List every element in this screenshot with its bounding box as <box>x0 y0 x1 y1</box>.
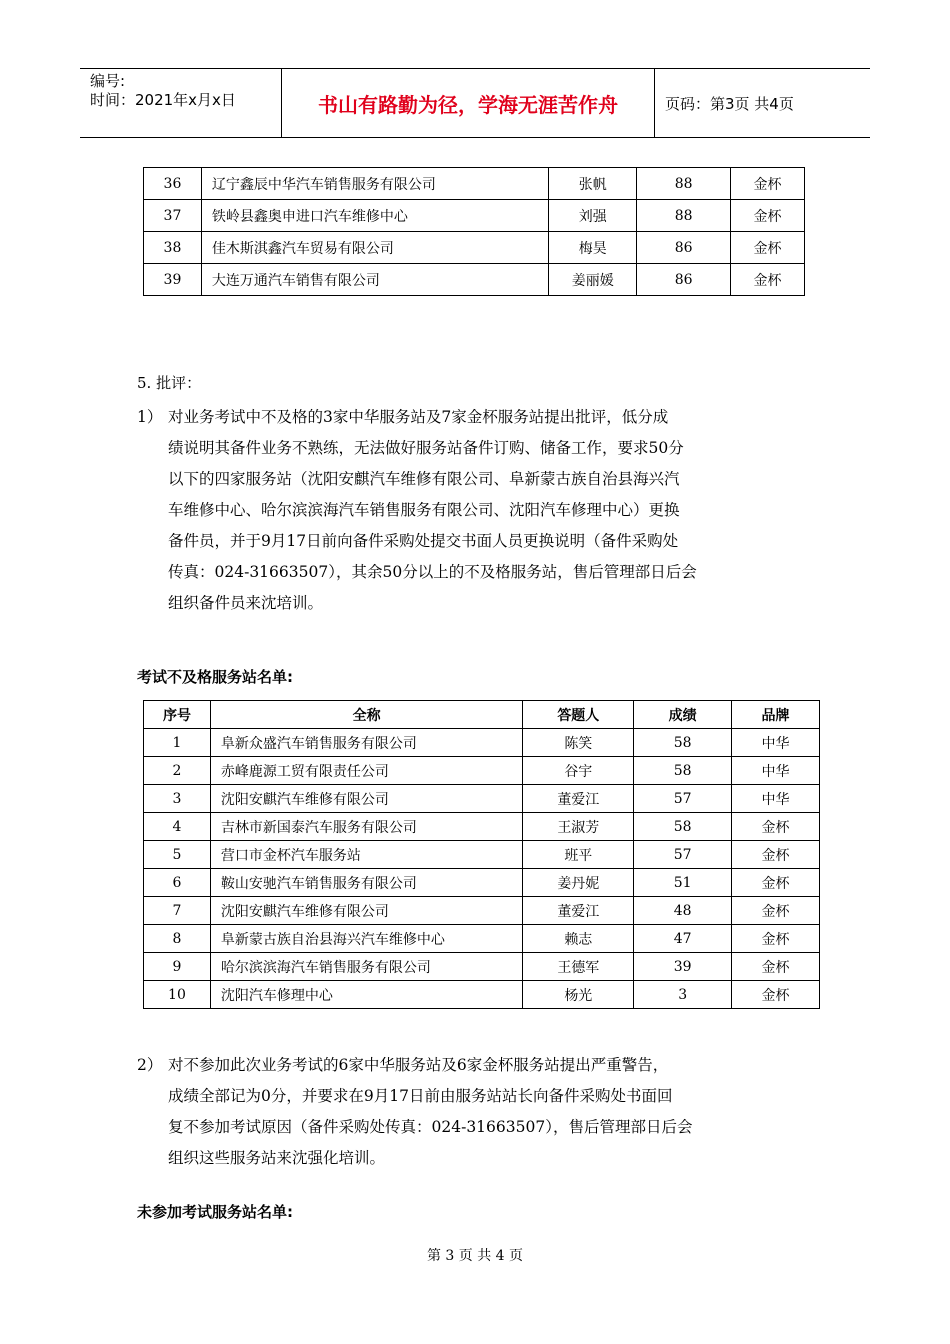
cell-index: 6 <box>144 869 211 897</box>
table-row <box>144 813 820 841</box>
table-row <box>144 729 820 757</box>
header-number: 编号: <box>90 72 126 90</box>
cell-index: 1 <box>144 729 211 757</box>
paragraph-line: 备件员，并于9月17日前向备件采购处提交书面人员更换说明（备件采购处 <box>168 532 679 550</box>
cell-brand: 金杯 <box>732 925 820 953</box>
fail-table <box>143 700 820 1009</box>
paragraph-line: 车维修中心、哈尔滨滨海汽车销售服务有限公司、沈阳汽车修理中心）更换 <box>168 501 680 519</box>
cell-respondent: 王淑芳 <box>523 813 634 841</box>
header-cell-respondent: 答题人 <box>523 701 634 729</box>
cell-respondent: 董爱江 <box>523 785 634 813</box>
table-row <box>144 168 805 200</box>
cell-score: 39 <box>634 953 732 981</box>
cell-name: 阜新众盛汽车销售服务有限公司 <box>210 729 523 757</box>
cell-name: 哈尔滨滨海汽车销售服务有限公司 <box>210 953 523 981</box>
paragraph-line: 成绩全部记为0分，并要求在9月17日前由服务站站长向备件采购处书面回 <box>168 1087 673 1105</box>
header-cell-name: 全称 <box>210 701 523 729</box>
table-row <box>144 869 820 897</box>
header-cell-brand: 品牌 <box>732 701 820 729</box>
paragraph-line: 复不参加考试原因（备件采购处传真：024-31663507），售后管理部日后会 <box>168 1118 693 1136</box>
cell-index: 37 <box>144 200 202 232</box>
cell-respondent: 董爱江 <box>523 897 634 925</box>
cell-score: 88 <box>637 168 731 200</box>
cell-score: 3 <box>634 981 732 1009</box>
cell-score: 86 <box>637 232 731 264</box>
cell-name: 阜新蒙古族自治县海兴汽车维修中心 <box>210 925 523 953</box>
table-row <box>144 785 820 813</box>
table-row <box>144 757 820 785</box>
cell-brand: 金杯 <box>732 841 820 869</box>
table-row <box>144 264 805 296</box>
cell-index: 7 <box>144 897 211 925</box>
header-motto: 书山有路勤为径，学海无涯苦作舟 <box>282 69 655 137</box>
cell-index: 5 <box>144 841 211 869</box>
cell-respondent: 陈笑 <box>523 729 634 757</box>
paragraph-line: 以下的四家服务站（沈阳安麒汽车维修有限公司、阜新蒙古族自治县海兴汽 <box>168 470 680 488</box>
cell-name: 佳木斯淇鑫汽车贸易有限公司 <box>201 232 548 264</box>
cell-name: 鞍山安驰汽车销售服务有限公司 <box>210 869 523 897</box>
header-meta <box>80 69 282 137</box>
cell-name: 赤峰鹿源工贸有限责任公司 <box>210 757 523 785</box>
fail-list-title: 考试不及格服务站名单: <box>137 668 293 686</box>
cell-brand: 金杯 <box>732 869 820 897</box>
cell-brand: 金杯 <box>731 168 805 200</box>
paragraph-line: 对业务考试中不及格的3家中华服务站及7家金杯服务站提出批评，低分成 <box>168 408 669 426</box>
cell-respondent: 谷宇 <box>523 757 634 785</box>
cell-index: 2 <box>144 757 211 785</box>
section-title: 5. 批评： <box>137 374 202 392</box>
header-page-info: 页码：第3页 共4页 <box>665 94 794 113</box>
cell-score: 58 <box>634 729 732 757</box>
cell-respondent: 赖志 <box>523 925 634 953</box>
cell-score: 57 <box>634 841 732 869</box>
cell-name: 营口市金杯汽车服务站 <box>210 841 523 869</box>
cell-index: 39 <box>144 264 202 296</box>
cell-respondent: 姜丽媛 <box>549 264 637 296</box>
cell-respondent: 刘强 <box>549 200 637 232</box>
item1-paragraph <box>168 402 818 619</box>
cell-index: 9 <box>144 953 211 981</box>
cell-brand: 中华 <box>732 729 820 757</box>
cell-respondent: 杨光 <box>523 981 634 1009</box>
cell-score: 57 <box>634 785 732 813</box>
item1-marker: 1） <box>137 408 163 426</box>
page-footer: 第 3 页 共 4 页 <box>426 1248 524 1264</box>
paragraph-line: 组织这些服务站来沈强化培训。 <box>168 1149 386 1167</box>
cell-brand: 金杯 <box>731 200 805 232</box>
header-cell-index: 序号 <box>144 701 211 729</box>
cell-score: 88 <box>637 200 731 232</box>
paragraph-line: 组织备件员来沈培训。 <box>168 594 324 612</box>
cell-respondent: 班平 <box>523 841 634 869</box>
cell-respondent: 张帆 <box>549 168 637 200</box>
paragraph-line: 传真：024-31663507），其余50分以上的不及格服务站，售后管理部日后会 <box>168 563 697 581</box>
cell-name: 沈阳汽车修理中心 <box>210 981 523 1009</box>
cell-index: 38 <box>144 232 202 264</box>
cell-index: 10 <box>144 981 211 1009</box>
cell-brand: 金杯 <box>732 897 820 925</box>
cell-score: 48 <box>634 897 732 925</box>
item2-marker: 2） <box>137 1056 163 1074</box>
table-row <box>144 232 805 264</box>
cell-index: 8 <box>144 925 211 953</box>
cell-name: 沈阳安麒汽车维修有限公司 <box>210 785 523 813</box>
cell-index: 3 <box>144 785 211 813</box>
cell-index: 4 <box>144 813 211 841</box>
cell-score: 51 <box>634 869 732 897</box>
cell-brand: 金杯 <box>731 232 805 264</box>
cell-brand: 中华 <box>732 757 820 785</box>
paragraph-line: 对不参加此次业务考试的6家中华服务站及6家金杯服务站提出严重警告， <box>168 1056 669 1074</box>
cell-respondent: 梅昊 <box>549 232 637 264</box>
cell-name: 吉林市新国泰汽车服务有限公司 <box>210 813 523 841</box>
cell-brand: 中华 <box>732 785 820 813</box>
cell-brand: 金杯 <box>732 953 820 981</box>
cell-respondent: 姜丹妮 <box>523 869 634 897</box>
cell-score: 58 <box>634 813 732 841</box>
cell-name: 沈阳安麒汽车维修有限公司 <box>210 897 523 925</box>
table-row <box>144 841 820 869</box>
table-row <box>144 897 820 925</box>
table-header-row <box>144 701 820 729</box>
table-row <box>144 981 820 1009</box>
header-cell-score: 成绩 <box>634 701 732 729</box>
top-table <box>143 167 805 296</box>
cell-score: 86 <box>637 264 731 296</box>
cell-name: 铁岭县鑫奥申进口汽车维修中心 <box>201 200 548 232</box>
cell-respondent: 王德军 <box>523 953 634 981</box>
absent-list-title: 未参加考试服务站名单: <box>137 1203 293 1221</box>
table-row <box>144 200 805 232</box>
cell-name: 辽宁鑫辰中华汽车销售服务有限公司 <box>201 168 548 200</box>
cell-score: 58 <box>634 757 732 785</box>
item2-paragraph <box>168 1050 818 1174</box>
header-time: 时间：2021年x月x日 <box>90 91 236 109</box>
page-header <box>80 68 870 138</box>
paragraph-line: 绩说明其备件业务不熟练，无法做好服务站备件订购、储备工作，要求50分 <box>168 439 684 457</box>
cell-name: 大连万通汽车销售有限公司 <box>201 264 548 296</box>
table-row <box>144 953 820 981</box>
cell-score: 47 <box>634 925 732 953</box>
table-row <box>144 925 820 953</box>
cell-brand: 金杯 <box>731 264 805 296</box>
cell-brand: 金杯 <box>732 813 820 841</box>
cell-index: 36 <box>144 168 202 200</box>
cell-brand: 金杯 <box>732 981 820 1009</box>
